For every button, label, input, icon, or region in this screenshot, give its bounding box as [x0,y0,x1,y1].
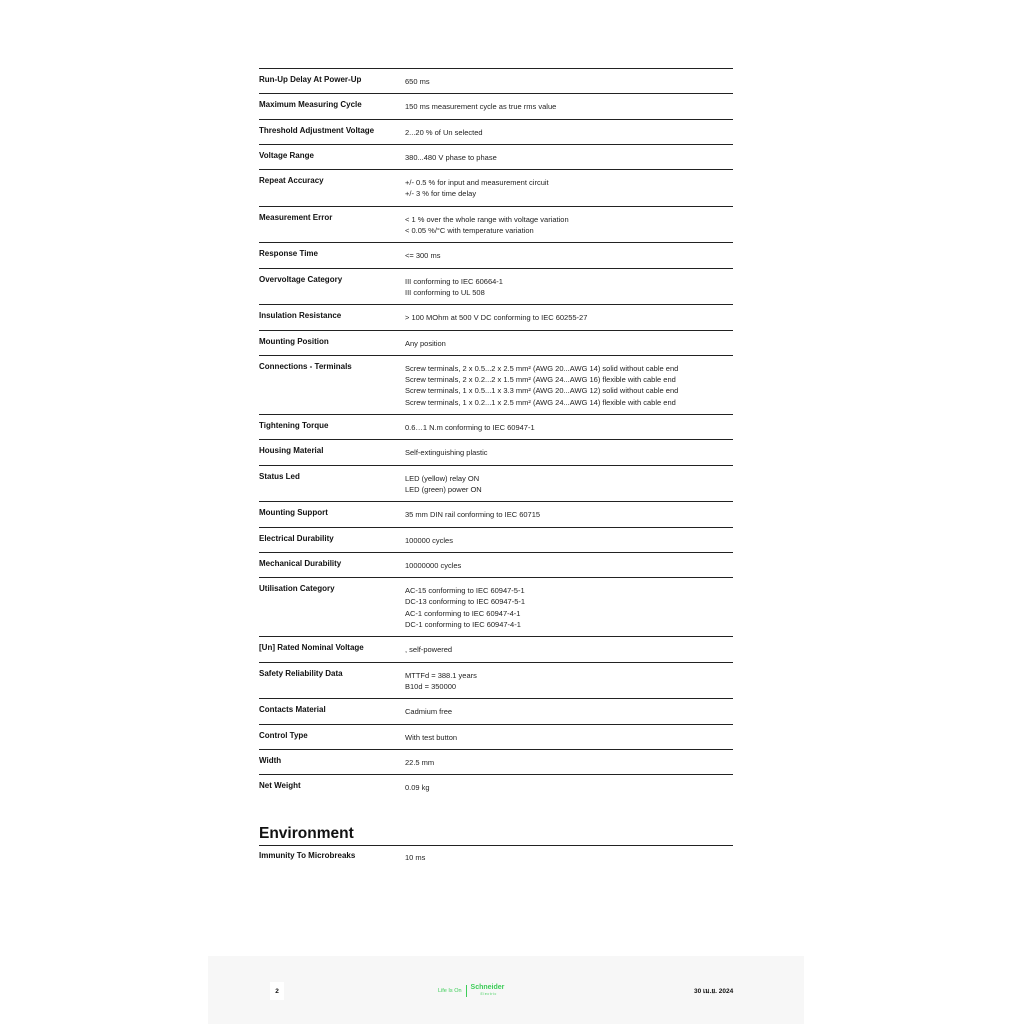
spec-table [259,68,733,799]
spec-label: Insulation Resistance [259,311,342,321]
spec-label: Utilisation Category [259,584,335,594]
brand-divider [466,985,467,997]
spec-value [405,125,733,138]
spec-row [259,502,733,527]
environment-section-title: Environment [259,825,733,846]
spec-value-line: 650 ms [405,77,430,86]
spec-label: Status Led [259,471,300,481]
spec-label: Housing Material [259,446,324,456]
spec-row [259,846,733,869]
spec-value [405,99,733,112]
spec-value [405,850,733,863]
spec-value [405,533,733,546]
spec-row [259,207,733,244]
spec-row [259,637,733,662]
spec-value-line: DC-1 conforming to IEC 60947-4-1 [405,620,521,630]
spec-value-line: AC-15 conforming to IEC 60947-5-1 [405,586,525,596]
spec-row [259,356,733,415]
spec-value-line: Screw terminals, 2 x 0.5...2 x 2.5 mm² (AWG 20...AWG 14) solid without cable end [405,363,679,373]
spec-value-line: <= 300 ms [405,251,441,261]
spec-label: Mounting Support [259,508,328,518]
spec-label: Width [259,755,282,765]
spec-value [405,274,733,299]
spec-value-line: 2...20 % of Un selected [405,127,483,137]
spec-value [405,212,733,237]
brand-subname: Electric [480,992,497,996]
footer-date: 30 เม.ย. 2024 [694,988,734,995]
spec-row [259,415,733,440]
spec-value-line: Any position [405,338,446,348]
brand-name: Schneider [470,984,505,991]
spec-row [259,69,733,94]
spec-value-line: < 1 % over the whole range with voltage variation [405,214,569,224]
spec-value [405,704,733,717]
spec-row [259,466,733,503]
spec-value-line: 10 ms [405,853,426,863]
brand-logo [438,984,504,998]
spec-row [259,663,733,700]
spec-label: Threshold Adjustment Voltage [259,125,375,135]
brand-tagline: Life Is On [438,988,462,994]
spec-value-line: MTTFd = 388.1 years [405,670,477,680]
spec-label: Mechanical Durability [259,558,342,568]
page-number: 2 [270,982,284,1000]
spec-row [259,94,733,119]
spec-value-line: +/- 3 % for time delay [405,189,477,199]
spec-value [405,74,733,87]
spec-value [405,755,733,768]
spec-row [259,750,733,775]
environment-table [259,846,733,869]
spec-value [405,507,733,520]
spec-value-line: Cadmium free [405,707,453,717]
spec-value-line: Screw terminals, 1 x 0.2...1 x 2.5 mm² (AWG 24...AWG 14) flexible with cable end [405,397,676,407]
spec-value-line: III conforming to IEC 60664-1 [405,276,503,286]
schneider-logo [471,985,505,997]
spec-value-line: III conforming to UL 508 [405,287,485,297]
spec-label: Safety Reliability Data [259,668,343,678]
spec-row [259,170,733,207]
spec-label: Voltage Range [259,150,314,160]
spec-label: Net Weight [259,781,301,791]
spec-value-line: B10d = 350000 [405,681,457,691]
spec-value-line: Self-extinguishing plastic [405,448,488,458]
spec-value [405,361,733,408]
spec-row [259,440,733,465]
spec-row [259,145,733,170]
spec-value [405,471,733,496]
spec-label: Electrical Durability [259,533,334,543]
datasheet-page [259,68,733,870]
spec-value-line: < 0.05 %/°C with temperature variation [405,226,534,236]
spec-row [259,331,733,356]
spec-value-line: > 100 MOhm at 500 V DC conforming to IEC 60255-27 [405,313,588,323]
spec-value-line: LED (yellow) relay ON [405,473,480,483]
spec-value-line: LED (green) power ON [405,484,482,494]
spec-value [405,175,733,200]
spec-value-line: 100000 cycles [405,535,453,545]
spec-label: Run-Up Delay At Power-Up [259,75,362,84]
spec-value [405,668,733,693]
spec-row [259,578,733,637]
spec-label: Response Time [259,249,318,259]
spec-value [405,642,733,655]
spec-label: Contacts Material [259,705,326,715]
page-footer [208,956,804,1024]
spec-value [405,780,733,793]
spec-value [405,445,733,458]
spec-label: Maximum Measuring Cycle [259,100,362,110]
spec-value [405,310,733,323]
spec-label: Tightening Torque [259,421,329,431]
spec-label: [Un] Rated Nominal Voltage [259,643,364,653]
spec-label: Mounting Position [259,336,329,346]
spec-row [259,243,733,268]
spec-value [405,730,733,743]
spec-value-line: 0.6…1 N.m conforming to IEC 60947-1 [405,423,535,433]
spec-row [259,120,733,145]
spec-value-line: Screw terminals, 2 x 0.2...2 x 1.5 mm² (AWG 24...AWG 16) flexible with cable end [405,375,676,385]
spec-label: Immunity To Microbreaks [259,851,356,861]
spec-value-line: 10000000 cycles [405,560,462,570]
spec-value [405,336,733,349]
spec-row [259,553,733,578]
spec-value-line: 22.5 mm [405,757,435,767]
spec-row [259,699,733,724]
spec-label: Measurement Error [259,212,333,222]
spec-row [259,528,733,553]
spec-value [405,150,733,163]
spec-value-line: AC-1 conforming to IEC 60947-4-1 [405,608,521,618]
spec-value-line: 150 ms measurement cycle as true rms value [405,102,557,112]
spec-row [259,269,733,306]
spec-label: Overvoltage Category [259,274,343,284]
spec-value-line: 35 mm DIN rail conforming to IEC 60715 [405,510,541,520]
spec-value [405,558,733,571]
spec-value-line: DC-13 conforming to IEC 60947-5-1 [405,597,526,607]
spec-value [405,420,733,433]
spec-value-line: 380...480 V phase to phase [405,152,497,162]
spec-value [405,583,733,630]
spec-value-line: , self-powered [405,645,453,655]
spec-row [259,775,733,799]
spec-label: Control Type [259,730,308,740]
spec-row [259,725,733,750]
spec-value-line: Screw terminals, 1 x 0.5...1 x 3.3 mm² (AWG 20...AWG 12) solid without cable end [405,386,679,396]
spec-label: Repeat Accuracy [259,176,324,186]
spec-value-line: With test button [405,732,458,742]
spec-row [259,305,733,330]
spec-value [405,248,733,261]
spec-value-line: +/- 0.5 % for input and measurement circuit [405,178,549,188]
spec-label: Connections - Terminals [259,361,352,371]
spec-value-line: 0.09 kg [405,783,430,793]
